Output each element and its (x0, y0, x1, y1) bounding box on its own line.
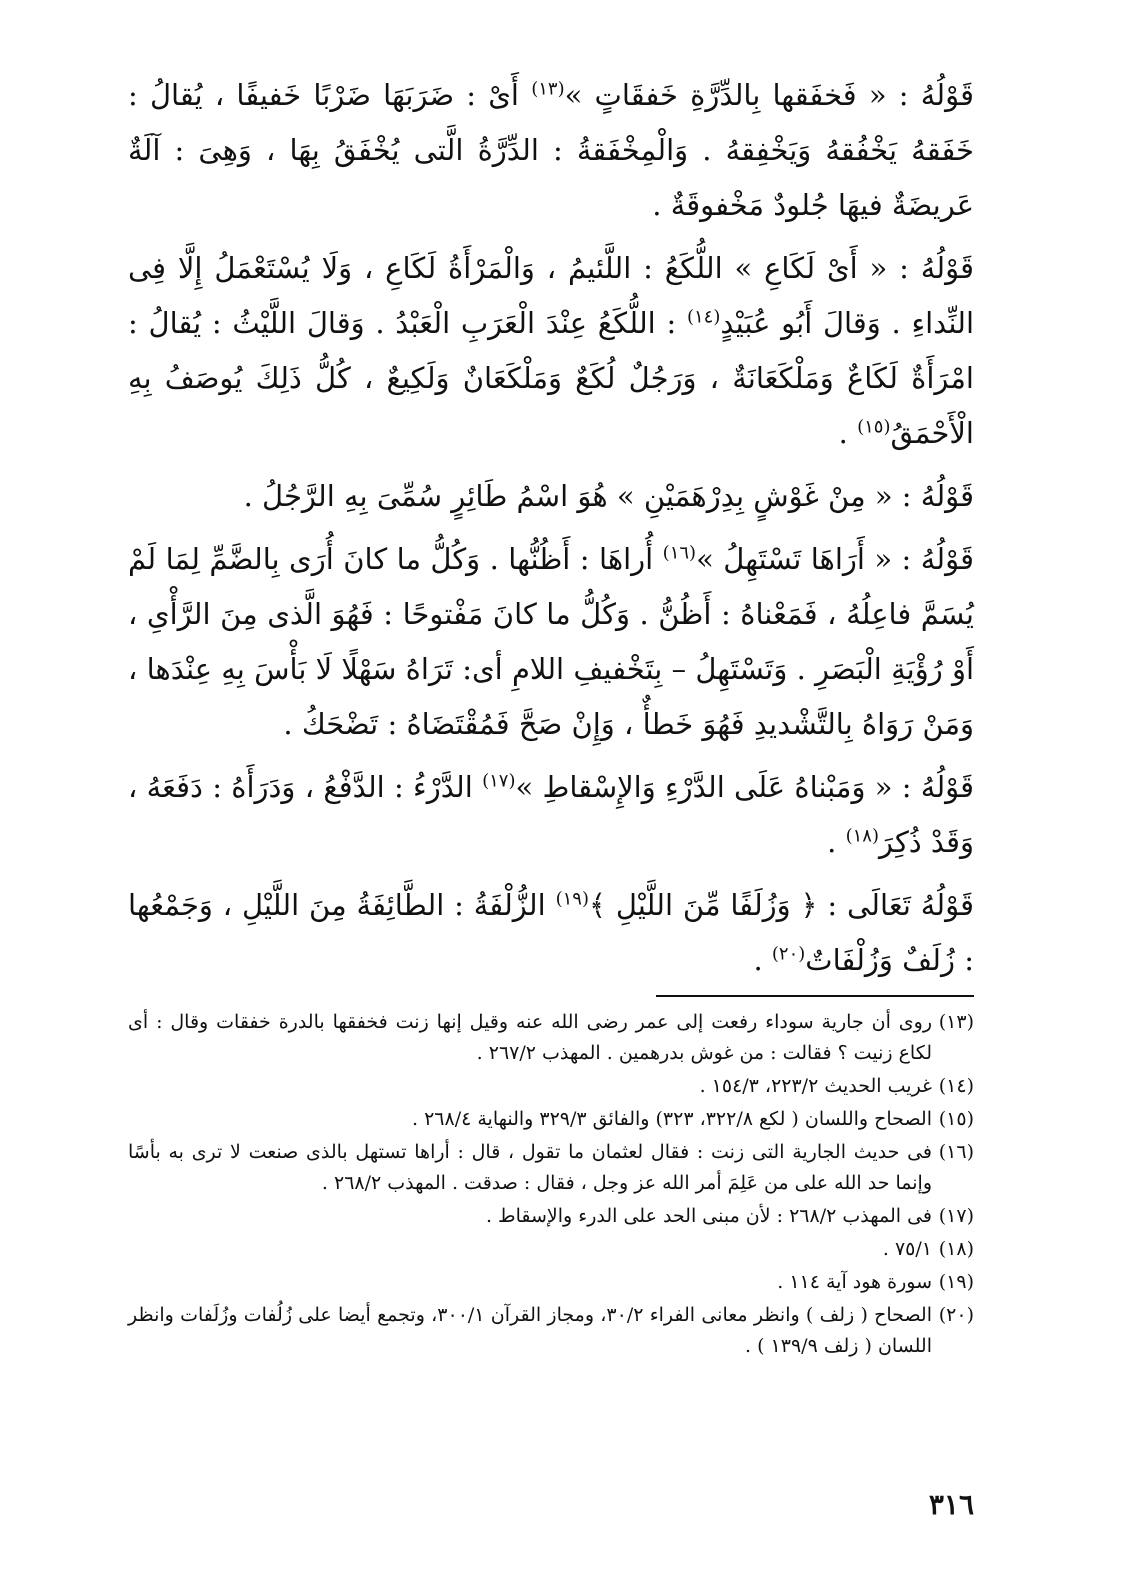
entry-text: . (753, 943, 772, 977)
entry-text: قَوْلُهُ تَعَالَى : ﴿ وَزُلَفًا مِّنَ اللَّيْلِ ﴾ (588, 888, 974, 922)
entry-paragraph (128, 532, 974, 752)
footnote-item (128, 1300, 974, 1362)
footnote-marker[interactable]: (١٤) (686, 306, 721, 328)
footnote-text: سورة هود آية ١١٤ . (777, 1271, 932, 1293)
entry-text: قَوْلُهُ : « أَرَاهَا تَسْتَهِلُ » (696, 542, 974, 576)
footnote-marker[interactable]: (١٨) (845, 825, 879, 847)
footnote-number: (١٨) (938, 1238, 974, 1260)
entry-text: أُراهَا : أَظُنُّها . وَكُلُّ ما كانَ أُرَى بِالضَّمِّ لِمَا لَمْ يُسَمَّ فاعِلُهُ ، فَمَعْناهُ : أَظُنُّ . وَكُلُّ ما كانَ مَفْتوحًا : فَهُوَ الَّذى مِنَ الرَّأْىِ ، أَوْ رُؤْيَةِ الْبَصَرِ . وَتَسْتَهِلُ – بِتَخْفيفِ اللامِ أى: تَرَاهُ سَهْلًا لَا بَأْسَ بِهِ عِنْدَها ، وَمَنْ رَوَاهُ بِالتَّشْديدِ فَهُوَ خَطأٌ ، وَإِنْ صَحَّ فَمُقْتَضَاهُ : تَضْحَكُ . (128, 542, 974, 741)
footnote-number: (٢٠) (938, 1304, 974, 1326)
footnote-item (128, 1071, 974, 1102)
footnote-number: (١٩) (938, 1271, 974, 1293)
footnote-item (128, 1201, 974, 1232)
footnote-text: فى المهذب ٢٦٨/٢ : لأن مبنى الحد على الدرء والإسقاط . (485, 1205, 932, 1227)
footnote-item (128, 1007, 974, 1069)
main-text (128, 68, 974, 996)
entry-paragraph (128, 68, 974, 233)
footnote-marker[interactable]: (١٥) (857, 416, 891, 438)
page-number: ٣١٦ (928, 1488, 974, 1521)
entry-text: قَوْلُهُ : « مِنْ غَوْشٍ بِدِرْهَمَيْنِ » هُوَ اسْمُ طَائِرٍ سُمِّىَ بِهِ الرَّجُلُ . (243, 479, 974, 513)
footnote-text: غريب الحديث ٢٢٣/٢، ١٥٤/٣ . (699, 1075, 932, 1097)
entry-text: الدَّرْءُ : الدَّفْعُ ، وَدَرَأَهُ : دَفَعَهُ ، وَقَدْ ذُكِرَ (128, 770, 974, 859)
entry-text: قَوْلُهُ : « فَخفَقها بِالدِّرَّةِ خَفقَاتٍ » (564, 78, 974, 112)
entry-paragraph (128, 469, 974, 524)
footnote-item (128, 1267, 974, 1298)
entry-paragraph (128, 878, 974, 988)
footnote-marker[interactable]: (١٣) (531, 78, 565, 100)
footnote-text: ٧٥/١ . (882, 1238, 932, 1260)
footnote-marker[interactable]: (٢٠) (771, 943, 806, 965)
footnote-text: فى حديث الجارية التى زنت : فقال لعثمان ما تقول ، قال : أراها تستهل بالذى صنعت لا ترى به بأسًا وإنما حد الله على من عَلِمَ أمر الله عز وجل ، فقال : صدقت . المهذب ٢٦٨/٢ . (128, 1141, 932, 1194)
entry-text: . (827, 825, 846, 859)
page (128, 68, 974, 1528)
entry-text: أَىْ : ضَرَبَهَا ضَرْبًا خَفيفًا ، يُقالُ : خَفَقهُ يَخْفُقهُ وَيَخْفِقهُ . وَالْمِخْفَقةُ : الدِّرَّةُ الَّتى يُخْفَقُ بِهَا ، وَهِىَ : آلَةٌ عَريضَةٌ فيهَا جُلودٌ مَخْفوقَةٌ . (128, 78, 974, 222)
entry-text: . (838, 416, 858, 450)
footnotes-section (128, 1007, 974, 1364)
footnote-item (128, 1137, 974, 1199)
entry-text: الزُّلْفَةُ : الطَّائِفَةُ مِنَ اللَّيْلِ ، وَجَمْعُها : زُلَفٌ وَزُلْفَاتٌ (128, 888, 974, 977)
footnote-text: الصحاح ( زلف ) وانظر معانى الفراء ٣٠/٢، ومجاز القرآن ٣٠٠/١، وتجمع أيضا على زُلُفات وزُلَفات وانظر اللسان ( زلف ١٣٩/٩ ) . (128, 1304, 932, 1357)
entry-paragraph (128, 241, 974, 461)
entry-paragraph (128, 760, 974, 870)
footnote-item (128, 1234, 974, 1265)
footnote-number: (١٦) (938, 1141, 974, 1163)
footnote-number: (١٣) (938, 1011, 974, 1033)
footnote-number: (١٥) (938, 1108, 974, 1130)
footnote-separator (656, 995, 974, 997)
entry-text: قَوْلُهُ : « أَىْ لَكَاعِ » اللُّكَعُ : اللَّئيمُ ، وَالْمَرْأَةُ لَكَاعِ ، وَلَا يُسْتَعْمَلُ إِلَّا فِى النِّداءِ . وَقالَ أَبُو عُبَيْدٍ (128, 251, 975, 340)
footnote-marker[interactable]: (١٦) (662, 542, 697, 564)
footnote-marker[interactable]: (١٩) (555, 888, 589, 910)
footnote-marker[interactable]: (١٧) (482, 770, 516, 792)
entry-text: : اللُّكَعُ عِنْدَ الْعَرَبِ الْعَبْدُ . وَقالَ اللَّيْثُ : يُقالُ : امْرَأَةٌ لَكَاعٌ وَمَلْكَعَانَةٌ ، وَرَجُلٌ لُكَعٌ وَمَلْكَعَانٌ وَلَكِيعٌ ، كُلُّ ذَلِكَ يُوصَفُ بِهِ الْأَحْمَقُ (128, 306, 974, 450)
footnote-text: روى أن جارية سوداء رفعت إلى عمر رضى الله عنه وقيل إنها زنت فخفقها بالدرة خفقات وقال : أى لكاع زنيت ؟ فقالت : من غوش بدرهمين . المهذب ٢٦٧/٢ . (128, 1011, 932, 1064)
footnote-item (128, 1104, 974, 1135)
footnote-number: (١٤) (938, 1075, 974, 1097)
footnote-text: الصحاح واللسان ( لكع ٣٢٢/٨، ٣٢٣) والفائق ٣٢٩/٣ والنهاية ٢٦٨/٤ . (411, 1108, 932, 1130)
footnote-number: (١٧) (938, 1205, 974, 1227)
entry-text: قَوْلُهُ : « وَمَبْناهُ عَلَى الدَّرْءِ وَالإِسْقاطِ » (515, 770, 975, 804)
